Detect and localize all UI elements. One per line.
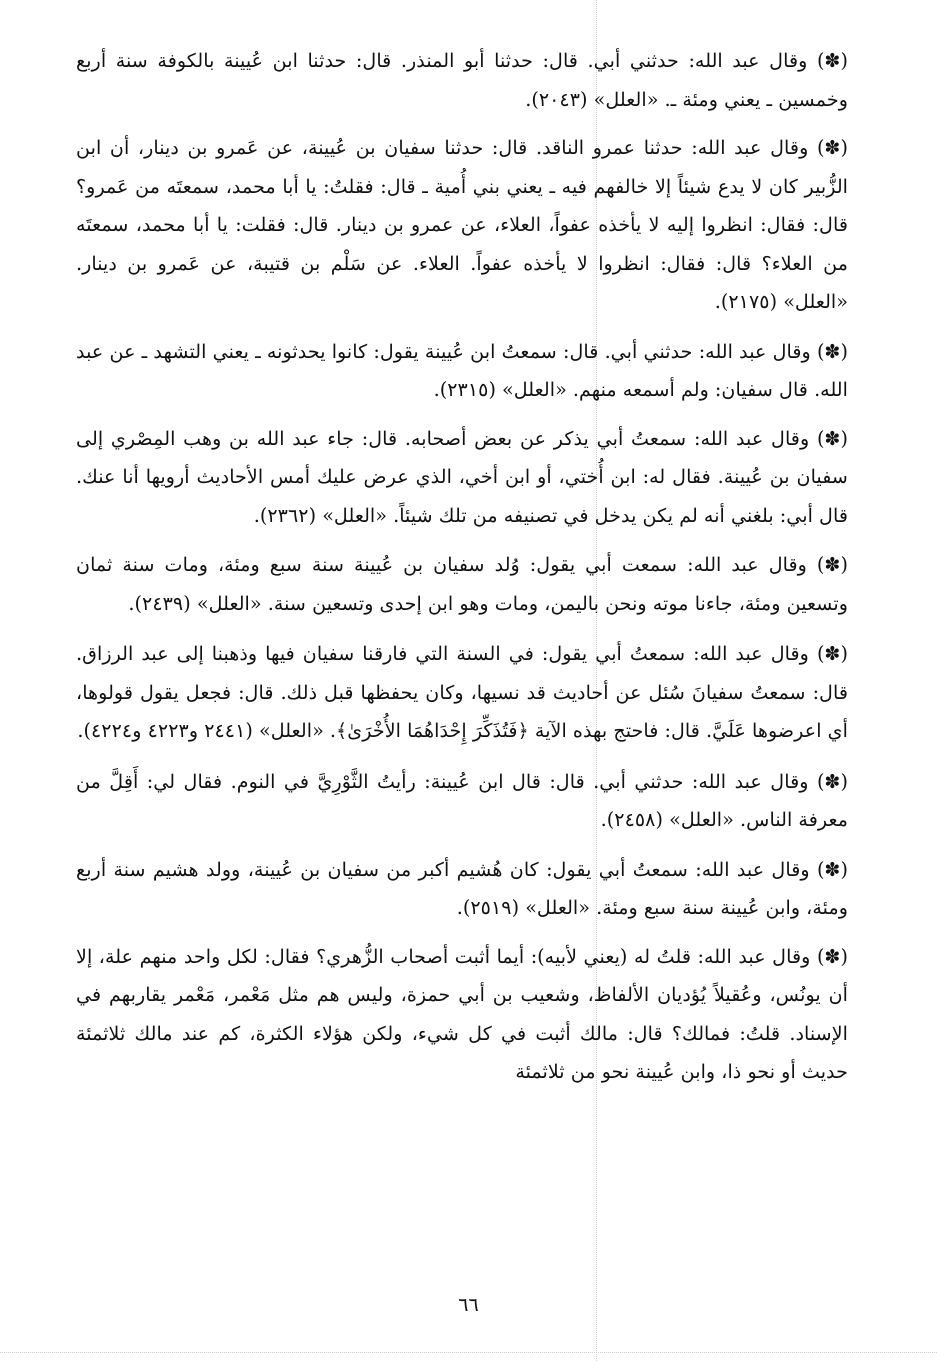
paragraph: (✽) وقال عبد الله: حدثني أبي. قال: سمعتُ ابن عُيينة يقول: كانوا يحدثونه ـ يعني التشهد ـ عن عبد الله. قال سفيان: ولم أسمعه منهم. «العلل» (٢٣١٥). — [76, 339, 848, 401]
paragraph: (✽) وقال عبد الله: قلتُ له (يعني لأبيه): أيما أثبت أصحاب الزُّهري؟ فقال: لكل واحد منهم علة، إلا أن يونُس، وعُقيلاً يُؤديان الألفاظ، وشعيب بن أبي حمزة، وليس هم مثل مَعْمر، مَعْمر يقاربهم في الإسناد. قلتُ: فمالك؟ قال: مالك أثبت في كل شيء، ولكن هؤلاء الكثرة، كم عند مالك ثلاثمئة حديث أو نحو ذا، وابن عُيينة نحو من ثلاثمئة — [76, 944, 848, 1083]
paragraph: (✽) وقال عبد الله: سمعتُ أبي يذكر عن بعض أصحابه. قال: جاء عبد الله بن وهب المِصْري إلى سفيان بن عُيينة. فقال له: ابن أُختي، أو ابن أخي، الذي عرض عليك أمس الأحاديث أرويها أنا عنك. قال أبي: بلغني أنه لم يكن يدخل في تصنيفه من تلك شيئاً. «العلل» (٢٣٦٢). — [76, 426, 848, 527]
scan-edge-line — [0, 1352, 937, 1354]
text-column — [76, 42, 848, 1092]
paragraph: (✽) وقال عبد الله: سمعتُ أبي يقول: كان هُشيم أكبر من سفيان بن عُيينة، وولد هشيم سنة أربع ومئة، وابن عُيينة سنة سبع ومئة. «العلل» (٢٥١٩). — [76, 857, 848, 919]
paragraph: (✽) وقال عبد الله: حدثنا عمرو الناقد. قال: حدثنا سفيان بن عُيينة، عن عَمرو بن دينار، أن ابن الزُّبير كان لا يدع شيئاً إلا خالفهم فيه ـ يعني بني أُمية ـ قال: فقلتُ: يا أبا محمد، سمعتَه من عَمرو؟ قال: فقال: انظروا إليه لا يأخذه عفواً، العلاء، عن عمرو بن دينار. قال: فقلت: يا أبا محمد، سمعتَه من العلاء؟ قال: فقال: انظروا لا يأخذه عفواً. العلاء. عن سَلْم بن قتيبة، عن عَمرو بن دينار. «العلل» (٢١٧٥). — [76, 136, 848, 313]
page-number: ٦٦ — [458, 1294, 479, 1316]
paragraph: (✽) وقال عبد الله: سمعت أبي يقول: وُلد سفيان بن عُيينة سنة سبع ومئة، ومات سنة ثمان وتسعين ومئة، جاءنا موته ونحن باليمن، ومات وهو ابن إحدى وتسعين سنة. «العلل» (٢٤٣٩). — [76, 553, 848, 615]
paragraph: (✽) وقال عبد الله: حدثني أبي. قال: حدثنا أبو المنذر. قال: حدثنا ابن عُيينة بالكوفة سنة أربع وخمسين ـ يعني ومئة ـ. «العلل» (٢٠٤٣). — [76, 49, 848, 111]
paragraph: (✽) وقال عبد الله: حدثني أبي. قال: قال ابن عُيينة: رأيتُ الثَّوْرِيَّ في النوم. فقال لي: أَقِلَّ من معرفة الناس. «العلل» (٢٤٥٨). — [76, 769, 848, 831]
paragraph: (✽) وقال عبد الله: سمعتُ أبي يقول: في السنة التي فارقنا سفيان فيها وذهبنا إلى عبد الرزاق. قال: سمعتُ سفيانَ سُئل عن أحاديث قد نسيها، وكان يحفظها قبل ذلك. قال: فجعل يقول قولوها، أي اعرضوها عَلَيَّ. قال: فاحتج بهذه الآية ﴿فَتُذَكِّرَ إِحْدَاهُمَا الأُخْرَىٰ﴾. «العلل» (٢٤٤١ و٤٢٢٣ و٤٢٢٤). — [76, 642, 848, 742]
